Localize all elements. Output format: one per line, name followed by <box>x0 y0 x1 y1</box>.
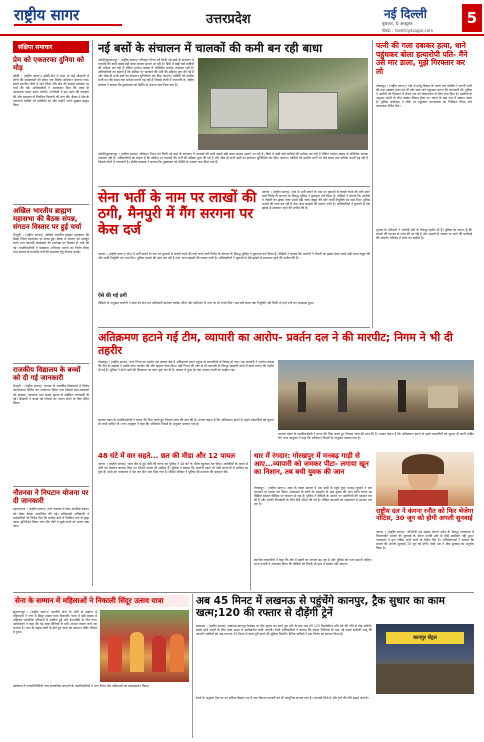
army-body-2: पीड़ितों के अनुसार आरोपी ने स्वयं को सेना का अधिकारी बताकर भरोसा जीता और प्रशिक्षण के नाम पर भी रुपये लिए। जब लंबे समय तक नियुक्ति नहीं मिली तो उन्हें ठगी का अहसास हुआ। <box>98 301 315 305</box>
encroachment-photo <box>278 360 474 430</box>
army-body-continued: आगरा । (राष्ट्रीय सागर)। सेना में भर्ती कराने के नाम पर युवाओं से लाखों रुपये की ठगी करने वाले गिरोह के सरगना के विरुद्ध पुलिस ने मुकदमा दर्ज किया है। पीड़ितों ने बताया कि आरोपी ने नौकरी का झांसा देकर उनसे बड़ी रकम वसूल की और फर्जी नियुक्ति पत्र थमा दिए। पुलिस मामले की जांच कर रही है तथा अन्य सदस्यों की तलाश जारी है। अधिकारियों ने युवाओं से ऐसे झांसों से सावधान रहने की अपील की है। <box>98 252 370 261</box>
army-subhead: ऐसे की गई ठगी <box>98 293 127 299</box>
edition-city: नई दिल्ली <box>384 7 427 21</box>
lead-body-continued: अमेठी/सुल्तानपुर । (राष्ट्रीय सागर)। परिवहन निगम को मिली नई बसों के संचालन में चालकों की कमी सबसे बड़ी बाधा बनकर सामने आ रही है। डिपो में खड़ी बसें यात्रियों की प्रतीक्षा कर रही हैं लेकिन पर्याप्त संख्या में प्रशिक्षित चालक उपलब्ध नहीं हैं। अधिकारियों का कहना है कि संविदा पर चालकों की भर्ती की प्रक्रिया शुरू की गई है और शीघ्र ही सभी बसों का संचालन सुनिश्चित कर दिया जाएगा। यात्रियों को ग्रामीण मार्गों पर लंबे समय तक प्रतीक्षा करनी पड़ रही है जिससे लोगों में नाराजगी है। क्षेत्रीय प्रबंधक ने बताया कि मुख्यालय को स्थिति से अवगत करा दिया गया है। <box>98 152 368 165</box>
section-title: उत्तरप्रदेश <box>206 12 251 27</box>
encroachment-body: गोरखपुर । (राष्ट्रीय सागर)। नगर निगम का प्रवर्तन दल बाजार क्षेत्र में अतिक्रमण हटाने पहुंचा तो व्यापारियों से विवाद हो गया। एक व्यापारी ने आरोप लगाया कि टीम के सदस्यों ने उसके साथ मारपीट की और सामान फेंक दिया। वहीं निगम की ओर से भी व्यापारी के विरुद्ध सरकारी कार्य में बाधा डालने की तहरीर दी गई है। पुलिस ने दोनों पक्षों की शिकायत पर जांच शुरू कर दी है। बाजार में कुछ देर तक अफरा-तफरी का माहौल रहा। <box>98 360 274 373</box>
woman-shape <box>170 634 184 672</box>
divider <box>13 592 474 593</box>
divider <box>13 486 89 487</box>
encroachment-body-3: व्यापार मंडल के पदाधिकारियों ने घटना की निंदा करते हुए निष्पक्ष जांच की मांग की है। उनका कहना है कि अतिक्रमण हटाने से पहले व्यापारियों को सूचना दी जानी चाहिए थी। नगर आयुक्त ने कहा कि अभियान नियमों के अनुसार चलाया गया है। <box>278 432 474 441</box>
divider <box>13 204 89 205</box>
army-body: आगरा । (राष्ट्रीय सागर)। सेना में भर्ती कराने के नाम पर युवाओं से लाखों रुपये की ठगी करने वाले गिरोह के सरगना के विरुद्ध पुलिस ने मुकदमा दर्ज किया है। पीड़ितों ने बताया कि आरोपी ने नौकरी का झांसा देकर उनसे बड़ी रकम वसूल की और फर्जी नियुक्ति पत्र थमा दिए। पुलिस मामले की जांच कर रही है तथा अन्य सदस्यों की तलाश जारी है। अधिकारियों ने युवाओं से ऐसे झांसों से सावधान रहने की अपील की है। <box>262 190 370 211</box>
brief-headline-4: नौतनवा ने निपटान योजना पर दी जानकारी <box>13 489 89 506</box>
encroachment-headline: अतिक्रमण हटाने गई टीम, व्यापारी का आरोप- प्रवर्तन दल ने की मारपीट; निगम ने भी दी तहरीर <box>98 331 453 357</box>
column-divider <box>92 40 93 586</box>
page-number: 5 <box>462 4 482 32</box>
hair-shape <box>402 454 444 474</box>
theft-body: आगरा । (राष्ट्रीय सागर)। थाना क्षेत्र में हुई चोरी की घटना का पुलिस ने 48 घंटे के भीतर खुलासा कर दिया। आरोपियों के कब्जे से चोरी गए जेवरात बरामद किए गए जिनमें पायल भी शामिल हैं। पुलिस ने बताया कि आरोपी पहले भी ऐसी घटनाओं में शामिल रह चुके हैं। सभी को न्यायालय में पेश कर जेल भेज दिया गया है। पीड़ित परिवार ने पुलिस की तत्परता की सराहना की। <box>98 462 248 475</box>
brand-underline <box>14 24 122 26</box>
column-divider <box>372 40 373 328</box>
sindoor-body-2: कार्यक्रम में जनप्रतिनिधियों तथा सामाजिक संगठनों के पदाधिकारियों ने भाग लिया और महिलाओं का उत्साहवर्धन किया। <box>13 684 150 688</box>
brief-headline-3: राजकीय विद्यालय के बच्चों को दी गई जानकारी <box>13 366 81 383</box>
brief-news-tag: संक्षिप्त समाचार <box>13 41 89 53</box>
station-sign: कानपुर सेंट्रल <box>386 632 464 644</box>
murder-body-2: मृतका के परिजनों ने आरोपी पति के विरुद्ध तहरीर दी है। पुलिस का कहना है कि मामले की गहनता से जांच की जा रही है और साक्ष्यों के आधार पर आगे की कार्रवाई की जाएगी। परिवार में शोक का माहौल है। <box>376 228 472 241</box>
mob-headline: थार में रंगदार: गोरखपुर में मनबढ़ गाड़ी से आए...व्यापारी को जमकर पीटा- लगाया खून का निशान, तब बची युवक की जान <box>254 452 369 477</box>
mob-body: गोरखपुर । (राष्ट्रीय सागर)। शहर के व्यस्त बाजार में थार गाड़ी से पहुंचे कुछ मनबढ़ युवकों ने एक व्यापारी पर हमला कर दिया। आसपास के लोगों के हस्तक्षेप के बाद युवक की जान बची। घटना का वीडियो सोशल मीडिया पर वायरल हो रहा है। पुलिस ने वीडियो के आधार पर आरोपियों की पहचान कर ली है और उनकी गिरफ्तारी के लिए टीमें गठित की गई हैं। पीड़ित व्यापारी का अस्पताल में उपचार चल रहा है। <box>254 486 372 507</box>
actor-headline: राष्ट्रीय दल ने कंगना रनौत को फिर भेजेगा नोटिस, 30 जून को होगी अगली सुनवाई <box>376 507 474 523</box>
website-address: Web : rashtriyasagar.com <box>382 28 434 33</box>
woman-shape <box>130 632 144 672</box>
brief-headline-1: प्रेम को एकतरफा दुनिया को मोड़ <box>13 56 84 73</box>
divider <box>13 363 89 364</box>
actor-body: आगरा । (राष्ट्रीय सागर)। अभिनेत्री एवं सांसद कंगना रनौत के विरुद्ध न्यायालय में विचाराधीन मामले की सुनवाई के दौरान उनकी ओर से कोई उपस्थित नहीं हुआ। न्यायालय ने पुनः नोटिस जारी करने के निर्देश दिए हैं। अधिवक्ताओं ने बताया कि मामले की अगली सुनवाई 30 जून को होगी। वादी पक्ष ने शीघ्र सुनवाई का अनुरोध किया है। <box>376 530 474 551</box>
bus-shape <box>210 88 268 128</box>
column-divider <box>250 450 251 590</box>
sindoor-body: सुलतानपुर । (राष्ट्रीय सागर)। भारतीय सेना के शौर्य के सम्मान में महिलाओं ने नगर में सिंदूर उत्सव यात्रा निकाली। यात्रा में बड़ी संख्या में महिलाएं पारंपरिक परिधानों में शामिल हुईं और देशभक्ति के गीत गाए। आयोजकों ने कहा कि यह यात्रा सैनिकों के प्रति आभार व्यक्त करने का माध्यम है। नगर के प्रमुख मार्गों से होते हुए यात्रा का समापन मंदिर परिसर में हुआ। <box>13 610 97 635</box>
sindoor-headline: सेना के सम्मान में महिलाओं ने निकाली सिंदूर उत्सव यात्रा <box>15 596 164 605</box>
theft-headline: 48 घंटे में वार सहते... छत की मीडा और 12 पायल <box>98 452 235 460</box>
mob-body-2: स्थानीय व्यापारियों ने कहा कि क्षेत्र में दबंगों का आतंक बढ़ रहा है और पुलिस को गश्त बढ़ानी चाहिए। थाना प्रभारी ने आश्वस्त किया कि दोषियों को किसी भी हाल में बख्शा नहीं जाएगा। <box>254 558 372 567</box>
person-shape <box>398 380 406 412</box>
woman-shape <box>108 636 122 672</box>
divider <box>98 186 370 187</box>
column-divider <box>192 594 193 738</box>
newspaper-brand: राष्ट्रीय सागर <box>14 6 80 24</box>
road-shape <box>198 134 368 150</box>
train-body: लखनऊ । (राष्ट्रीय सागर)। लखनऊ-कानपुर रेलखंड पर ट्रैक सुधार का कार्य पूरा होने के बाद अब ट्रेनें 120 किलोमीटर प्रति घंटे की गति से दौड़ सकेंगी। इससे दोनों शहरों के बीच यात्रा समय में उल्लेखनीय कमी आएगी। रेलवे अधिकारियों ने बताया कि संरक्षा निरीक्षण के बाद नई समय सारिणी लागू की जाएगी। यात्रियों को अब लगभग 45 मिनट में यात्रा पूरी करने की सुविधा मिलेगी। दैनिक यात्रियों ने इस निर्णय का स्वागत किया है। <box>196 624 372 637</box>
brief-body-2: मैनपुरी । (राष्ट्रीय सागर)। अखिल भारतीय ब्राह्मण महासभा की बैठक जिला कार्यालय पर संपन्न हुई। बैठक में संगठन को मजबूत करने तथा आगामी कार्यक्रमों की रूपरेखा पर विस्तार से चर्चा की गई। पदाधिकारियों ने सदस्यता अभियान चलाने का निर्णय लिया तथा समाज के कमजोर वर्गों की सहायता हेतु योजना बनाई। <box>13 233 89 254</box>
encroachment-body-2: व्यापार मंडल के पदाधिकारियों ने घटना की निंदा करते हुए निष्पक्ष जांच की मांग की है। उनका कहना है कि अतिक्रमण हटाने से पहले व्यापारियों को सूचना दी जानी चाहिए थी। नगर आयुक्त ने कहा कि अभियान नियमों के अनुसार चलाया गया है। <box>98 418 274 427</box>
murder-headline: पत्नी की गला दबाकर हत्या, धाने पहुंचकर बोला हत्यारोपी पति- मैंने उसे मार डाला, मुझे गिरफ्तार कर लो <box>376 41 468 76</box>
train-headline: अब 45 मिनट में लखनऊ से पहुंचेंगे कानपुर, ट्रैक सुधार का काम खत्म;120 की रफ्तार से दौड़ेंगी ट्रेनें <box>196 595 445 620</box>
murder-body: गोरखपुर । (राष्ट्रीय सागर)। गांव में घरेलू विवाद के चलते एक व्यक्ति ने अपनी पत्नी की गला दबाकर हत्या कर दी और स्वयं थाने पहुंचकर घटना की जानकारी दी। पुलिस ने आरोपी को हिरासत में लेकर शव को पोस्टमार्टम के लिए भेज दिया है। ग्रामीणों के अनुसार दंपती के बीच अक्सर विवाद होता था। घटना के बाद गांव में सन्नाटा पसरा है। पुलिस अधीक्षक ने मौके पर पहुंचकर घटनास्थल का निरीक्षण किया और आवश्यक निर्देश दिए। <box>376 84 472 109</box>
stall-shape <box>428 386 458 408</box>
sindoor-photo <box>100 610 189 682</box>
divider <box>98 327 370 328</box>
garment-shape <box>398 490 448 506</box>
lead-photo <box>198 58 368 150</box>
masthead <box>0 0 484 36</box>
train-station-photo <box>376 624 474 694</box>
brief-body-4: महराजगंज । (राष्ट्रीय सागर)। नगर पंचायत में ठोस अपशिष्ट प्रबंधन को लेकर बैठक आयोजित की गई। अधिशासी अधिकारी ने कर्मचारियों को निर्देश दिए कि प्रत्येक वार्ड में नियमित रूप से कूड़ा उठान सुनिश्चित किया जाए और गीले व सूखे कचरे को अलग रखा जाए। <box>13 507 89 528</box>
lead-body: अमेठी/सुल्तानपुर । (राष्ट्रीय सागर)। परिवहन निगम को मिली नई बसों के संचालन में चालकों की कमी सबसे बड़ी बाधा बनकर सामने आ रही है। डिपो में खड़ी बसें यात्रियों की प्रतीक्षा कर रही हैं लेकिन पर्याप्त संख्या में प्रशिक्षित चालक उपलब्ध नहीं हैं। अधिकारियों का कहना है कि संविदा पर चालकों की भर्ती की प्रक्रिया शुरू की गई है और शीघ्र ही सभी बसों का संचालन सुनिश्चित कर दिया जाएगा। यात्रियों को ग्रामीण मार्गों पर लंबे समय तक प्रतीक्षा करनी पड़ रही है जिससे लोगों में नाराजगी है। क्षेत्रीय प्रबंधक ने बताया कि मुख्यालय को स्थिति से अवगत करा दिया गया है। <box>98 58 194 87</box>
person-shape <box>338 378 347 412</box>
train-body-2: रेलवे के अनुसार ट्रैक पर नए स्लीपर बिछाए गए हैं तथा सिग्नल प्रणाली को भी आधुनिक बनाया गया है। आगामी दिनों में और ट्रेनों की गति बढ़ाई जाएगी। <box>196 696 369 700</box>
actor-photo <box>376 452 474 506</box>
brief-news-column <box>13 41 89 585</box>
woman-shape <box>152 636 166 672</box>
person-shape <box>298 382 306 412</box>
brief-body-1: झाँसी । (राष्ट्रीय सागर)। झाँसी-क्षेत्र में शहर के कई मोहल्लों में लोगों की समस्याओं को लेकर एक विशेष अभियान चलाया गया। इसमें स्थानीय लोगों ने भाग लिया और क्षेत्र की सफाई व्यवस्था पर चर्चा की गई। अधिकारियों ने आश्वासन दिया कि जल्द ही आवश्यक कदम उठाए जाएंगे। नागरिकों ने इस पहल की सराहना की और प्रशासन से नियमित निगरानी की मांग की। बैठक में क्षेत्र के गणमान्य व्यक्ति भी उपस्थित रहे और उन्होंने अपने सुझाव प्रस्तुत किए। <box>13 74 89 107</box>
sindoor-headline-band <box>13 595 189 607</box>
platform-shape <box>376 664 474 694</box>
bus-shape <box>278 92 338 130</box>
brief-headline-2: अखिल भारतीय ब्राह्मण महासभा की बैठक संपन्न, संगठन विस्तार पर हुई चर्चा <box>13 207 82 232</box>
lead-headline: नई बसों के संचालन में चालकों की कमी बन रही बाधा <box>98 41 323 55</box>
army-headline: सेना भर्ती के नाम पर लाखों की ठगी, मैनपुरी में गैंग सरगना पर केस दर्ज <box>98 190 257 239</box>
edition-date: बुधवार, 6 अक्टूबर <box>382 22 413 27</box>
brief-body-3: मैनपुरी । (राष्ट्रीय सागर)। जनपद के राजकीय विद्यालयों में विशेष जागरूकता शिविर का आयोजन किया गया जिसमें छात्र-छात्राओं को स्वास्थ्य, स्वच्छता तथा सड़क सुरक्षा से संबंधित जानकारी दी गई। शिक्षकों ने बच्चों को नियमों का पालन करने के लिए प्रेरित किया। <box>13 384 89 405</box>
